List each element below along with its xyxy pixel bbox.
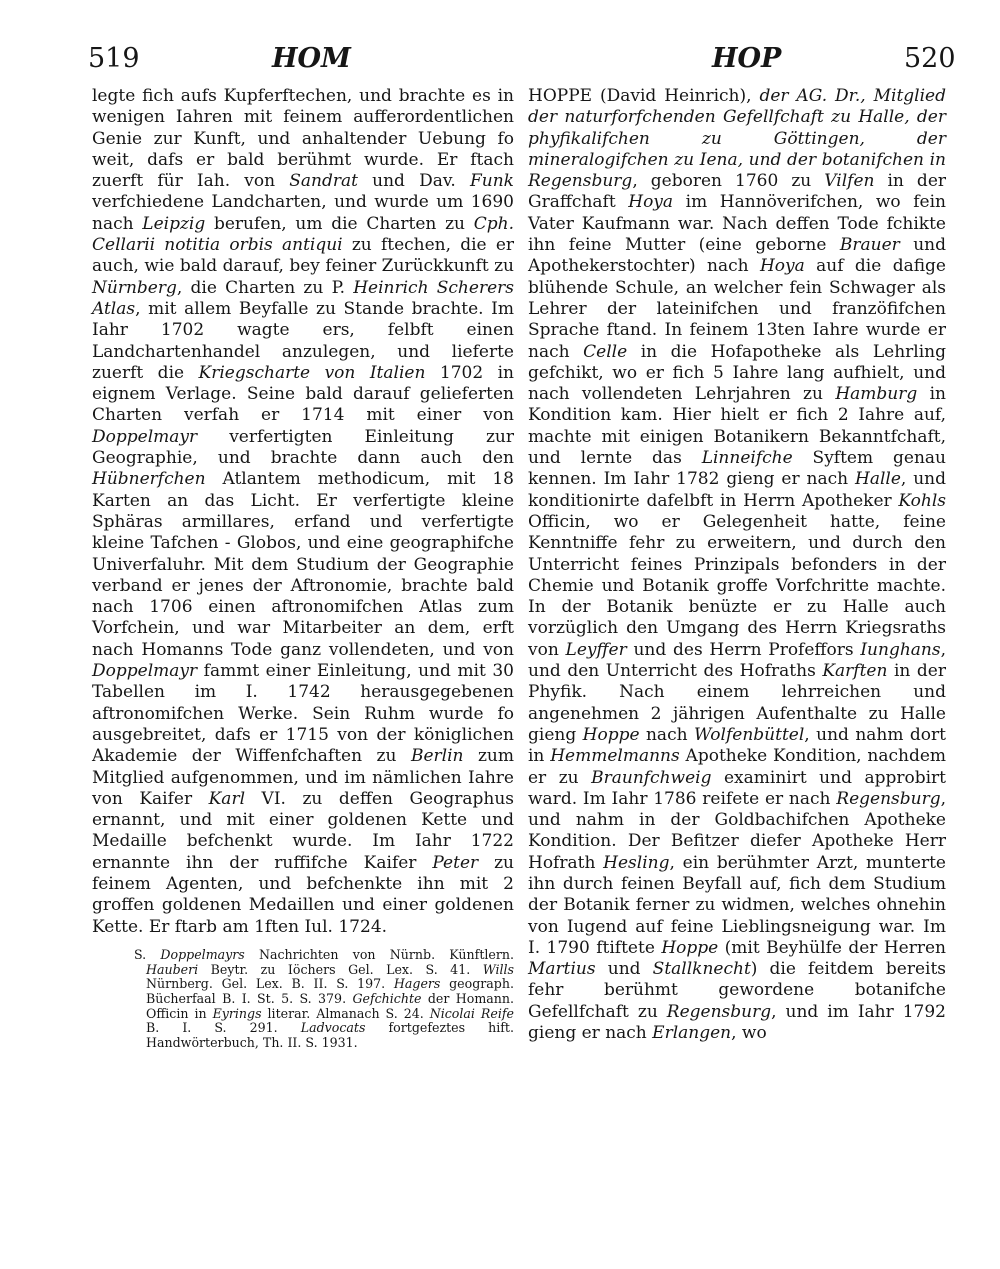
italic-text-segment: Hamburg xyxy=(835,384,918,405)
text-segment: fammt einer Einleitung, und mit 30 Tabellen im I. 1742 herausgegebenen aftronomifchen Werke. Sein Ruhm wurde fo ausgebreitet, dafs er 1715 von der königlichen Akademie der Wiffenfchaften zu xyxy=(92,661,514,767)
italic-text-segment: Funk xyxy=(469,171,514,192)
italic-text-segment: Leipzig xyxy=(142,213,206,234)
text-segment: , mit allem Beyfalle zu Stande brachte. Im Iahr 1702 wagte ers, felbft einen Landchartenhandel anzulegen, und lieferte zuerft die xyxy=(92,298,514,383)
italic-text-segment: Iunghans xyxy=(860,639,941,660)
text-segment: (mit Beyhülfe der Herren xyxy=(718,937,946,958)
text-segment: Atlantem methodicum, mit 18 Karten an das Licht. Er verfertigte kleine Sphäras armillares, erfand und verfertigte kleine Tafchen - Globos, und eine geographifche Univerfaluhr. Mit dem Studium der Geographie verband er jenes der Aftronomie, brachte bald nach 1706 einen aftronomifchen Atlas zum Vorfchein, und war Mitarbeiter an dem, erft nach Homanns Tode ganz vollendeten, und von xyxy=(92,469,514,660)
hoppe-entry-text xyxy=(528,86,946,1044)
text-segment: berufen, um die Charten zu xyxy=(205,213,474,234)
text-segment: im Hannöverifchen, wo fein Vater Kaufmann war. Nach deffen Tode fchikte ihn feine Mutter (eine geborne xyxy=(528,192,946,256)
italic-text-segment: Braunfchweig xyxy=(591,767,712,788)
text-segment: zum Mitglied aufgenommen, und im nämlichen Iahre von Kaifer xyxy=(92,746,515,809)
italic-text-segment: Hauberi xyxy=(146,961,199,977)
italic-text-segment: Karl xyxy=(208,788,246,809)
italic-text-segment: Nicolai Reife xyxy=(429,1005,514,1021)
italic-text-segment: Hoppe xyxy=(661,937,719,958)
left-running-head: HOM xyxy=(272,43,351,74)
text-segment: und Dav. xyxy=(357,171,470,192)
italic-text-segment: Stallknecht xyxy=(652,959,751,980)
text-segment: Nürnberg. Gel. Lex. B. II. S. 197. xyxy=(146,976,394,992)
italic-text-segment: Erlangen xyxy=(652,1023,732,1044)
text-segment: verfchiedene Landcharten, und wurde um 1690 nach xyxy=(92,192,514,234)
text-segment: , geboren 1760 zu xyxy=(632,171,825,192)
text-segment: Apotheke Kondition, nachdem er zu xyxy=(528,746,947,788)
italic-text-segment: Peter xyxy=(432,852,479,873)
text-segment: in der Graffchaft xyxy=(528,171,947,213)
italic-text-segment: Doppelmayrs xyxy=(160,946,245,962)
italic-text-segment: Wolfenbüttel xyxy=(693,724,805,745)
italic-text-segment: Kriegscharte von Italien xyxy=(198,362,426,383)
italic-text-segment: Gefchichte xyxy=(352,990,422,1006)
italic-text-segment: Heinrich Scherers Atlas xyxy=(92,277,514,319)
text-segment: in die Hofapotheke als Lehrling gefchikt, wo er fich 5 Iahre lang aufhielt, und nach vollendeten Lehrjahren zu xyxy=(528,341,946,405)
italic-text-segment: Cph. Cellarii notitia orbis antiqui xyxy=(92,213,514,256)
italic-text-segment: Leyffer xyxy=(565,639,627,660)
text-segment: nach xyxy=(639,724,694,745)
left-column xyxy=(92,86,514,1051)
text-segment: fortgefeztes hift. Handwörterbuch, Th. II. S. 1931. xyxy=(146,1020,514,1051)
text-segment: legte fich aufs Kupferftechen, und brachte es in wenigen Iahren mit feinem aufferordentlichen Genie zur Kunft, und anhaltender Uebung fo weit, dafs er bald berühmt wurde. Er ftach zuerft für Iah. von xyxy=(92,86,514,192)
text-segment: Beytr. zu Iöchers Gel. Lex. S. 41. xyxy=(198,961,483,977)
italic-text-segment: Doppelmayr xyxy=(92,661,198,682)
text-segment: 1702 in eignem Verlage. Seine bald darauf gelieferten Charten verfah er 1714 mit einer von xyxy=(92,362,514,426)
text-segment: examinirt und approbirt ward. Im Iahr 1786 reifete er nach xyxy=(528,767,946,809)
italic-text-segment: der AG. Dr., Mitglied der naturforfchenden Gefellfchaft zu Halle, der phyfikalifchen zu Göttingen, der mineralogifchen zu Iena, und der botanifchen in Regensburg xyxy=(528,86,946,192)
text-segment: verfertigten Einleitung zur Geographie, und brachte dann auch den xyxy=(92,426,514,469)
right-page-number: 520 xyxy=(904,43,956,74)
italic-text-segment: Halle xyxy=(855,469,901,490)
text-segment: Officin, wo er Gelegenheit hatte, feine Kenntniffe fehr zu erweitern, und durch den Unterricht feines Prinzipals befonders in der Chemie und Botanik groffe Vorfchritte machte. In der Botanik benüzte er zu Halle auch vorzüglich den Umgang des Herrn Kriegsraths von xyxy=(528,511,946,660)
text-segment: und des Herrn Profeffors xyxy=(626,639,861,660)
text-segment: S. xyxy=(134,946,161,962)
italic-text-segment: Hübnerfchen xyxy=(92,469,206,490)
italic-text-segment: Karften xyxy=(822,661,888,682)
italic-text-segment: Martius xyxy=(528,959,596,980)
text-segment: HOPPE (David Heinrich), xyxy=(528,86,760,106)
italic-text-segment: Sandrat xyxy=(289,171,358,192)
text-segment: auf die dafige blühende Schule, an welcher fein Schwager als Lehrer der lateinifchen und franzöfifchen Sprache ftand. In feinem 13ten Iahre wurde er nach xyxy=(528,256,946,362)
text-segment: , wo xyxy=(731,1023,767,1044)
italic-text-segment: Nürnberg xyxy=(92,277,177,298)
italic-text-segment: Vilfen xyxy=(824,171,875,192)
text-segment: in der Phyfik. Nach einem lehrreichen und angenehmen 2 jährigen Aufenthalte zu Halle gieng xyxy=(528,661,946,745)
text-segment: zu feinem Agenten, und befchenkte ihn mit 2 groffen goldenen Medaillen und einer goldenen Kette. Er ftarb am 1ften Iul. 1724. xyxy=(92,852,514,937)
italic-text-segment: Doppelmayr xyxy=(92,426,198,447)
text-segment: , und den Unterricht des Hofraths xyxy=(528,639,946,682)
italic-text-segment: Linneifche xyxy=(701,448,793,469)
italic-text-segment: Hoppe xyxy=(582,724,640,745)
text-segment: VI. zu deffen Geographus ernannt, und mit einer goldenen Kette und Medaille befchenkt wurde. Im Iahr 1722 ernannte ihn der ruffifche Kaifer xyxy=(92,788,514,873)
text-segment: Nachrichten von Nürnb. Künftlern. xyxy=(244,946,514,962)
text-segment: B. I. S. 291. xyxy=(146,1020,301,1036)
text-segment: literar. Almanach S. 24. xyxy=(261,1005,430,1021)
right-column xyxy=(528,86,946,1044)
text-segment: in Kondition kam. Hier hielt er fich 2 Iahre auf, machte mit einigen Botanikern Bekanntfchaft, und lernte das xyxy=(528,384,946,469)
italic-text-segment: Hesling xyxy=(603,852,670,873)
text-segment: ) die feitdem bereits fehr berühmt gewordene botanifche Gefellfchaft zu xyxy=(528,959,946,1022)
italic-text-segment: Regensburg xyxy=(666,1001,772,1022)
text-segment: und xyxy=(595,959,653,980)
text-segment: geograph. Bücherfaal B. I. St. 5. S. 379. xyxy=(146,976,514,1006)
italic-text-segment: Hemmelmanns xyxy=(550,746,680,767)
italic-text-segment: Eyrings xyxy=(212,1005,262,1021)
text-segment: , und nahm dort in xyxy=(528,724,946,767)
text-segment: , ein berühmter Arzt, munterte ihn durch feinen Beyfall auf, fich dem Studium der Botanik ferner zu widmen, welches ohnehin von Iugend auf feine Lieblingsneigung war. Im I. 1790 ftiftete xyxy=(528,852,946,958)
left-page-number: 519 xyxy=(88,43,140,74)
italic-text-segment: Hoya xyxy=(759,256,805,277)
italic-text-segment: Wills xyxy=(482,961,514,977)
right-running-head: HOP xyxy=(712,43,782,74)
text-segment: , und konditionirte dafelbft in Herrn Apotheker xyxy=(528,469,946,511)
italic-text-segment: Hoya xyxy=(628,192,674,213)
text-segment: und Apothekerstochter) nach xyxy=(528,235,947,277)
italic-text-segment: Ladvocats xyxy=(300,1020,366,1036)
italic-text-segment: Brauer xyxy=(839,235,900,256)
text-segment: , und nahm in der Goldbachifchen Apotheke Kondition. Der Befitzer diefer Apotheke Herr Hofrath xyxy=(528,788,946,873)
homann-sources-footnote xyxy=(134,948,514,1051)
italic-text-segment: Celle xyxy=(583,341,628,362)
italic-text-segment: Kohls xyxy=(898,490,946,511)
text-segment: , und im Iahr 1792 gieng er nach xyxy=(528,1001,946,1044)
text-segment: Syftem genau kennen. Im Iahr 1782 gieng er nach xyxy=(528,448,946,490)
italic-text-segment: Hagers xyxy=(393,976,441,992)
homann-entry-text xyxy=(92,86,514,938)
text-segment: , die Charten zu P. xyxy=(176,277,354,298)
italic-text-segment: Regensburg xyxy=(836,788,941,809)
italic-text-segment: Berlin xyxy=(410,746,464,767)
text-segment: zu ftechen, die er auch, wie bald darauf, bey feiner Zurückkunft zu xyxy=(92,235,515,277)
text-segment: der Homann. Officin in xyxy=(146,990,514,1021)
